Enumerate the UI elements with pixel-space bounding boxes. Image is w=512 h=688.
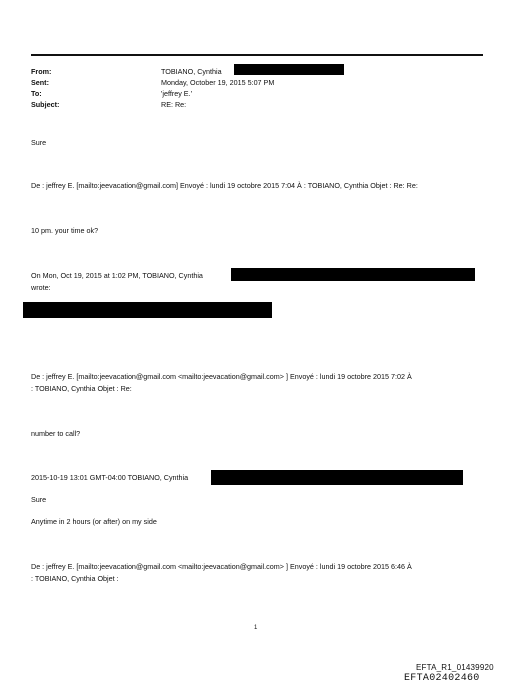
redaction-box	[23, 302, 272, 318]
quote2-line2: : TOBIANO, Cynthia Objet : Re:	[31, 384, 132, 393]
bates-number-2: EFTA02402460	[404, 673, 480, 684]
from-value: TOBIANO, Cynthia	[161, 67, 222, 76]
subject-label: Subject:	[31, 100, 60, 109]
quote3-line1: De : jeffrey E. [mailto:jeevacation@gmail.com <mailto:jeevacation@gmail.com> ] Envoyé : lundi 19 octobre 2015 6:46 À	[31, 562, 412, 571]
sent-value: Monday, October 19, 2015 5:07 PM	[161, 78, 275, 87]
body-line-10pm: 10 pm. your time ok?	[31, 226, 99, 235]
timestamp-line: 2015-10-19 13:01 GMT-04:00 TOBIANO, Cynthia	[31, 473, 189, 482]
from-label: From:	[31, 67, 52, 76]
on-mon-line1: On Mon, Oct 19, 2015 at 1:02 PM, TOBIANO, Cynthia	[31, 271, 203, 280]
subject-value: RE: Re:	[161, 100, 187, 109]
to-label: To:	[31, 89, 42, 98]
redaction-box	[211, 470, 463, 485]
quote1-header: De : jeffrey E. [mailto:jeevacation@gmail.com] Envoyé : lundi 19 octobre 2015 7:04 À : TOBIANO, Cynthia Objet : Re: Re:	[31, 181, 418, 190]
to-value: 'jeffrey E.'	[161, 89, 192, 98]
quote2-line1: De : jeffrey E. [mailto:jeevacation@gmail.com <mailto:jeevacation@gmail.com> ] Envoyé : lundi 19 octobre 2015 7:02 À	[31, 372, 412, 381]
body-line-number: number to call?	[31, 429, 81, 438]
bates-number-1: EFTA_R1_01439920	[416, 663, 494, 672]
page-number: 1	[254, 625, 258, 631]
sent-label: Sent:	[31, 78, 49, 87]
body-line-anytime: Anytime in 2 hours (or after) on my side	[31, 517, 157, 526]
on-mon-line2: wrote:	[31, 283, 51, 292]
redaction-box	[231, 268, 475, 281]
body-line-sure-2: Sure	[31, 495, 47, 504]
redaction-box	[234, 64, 344, 75]
body-line-sure: Sure	[31, 138, 47, 147]
quote3-line2: : TOBIANO, Cynthia Objet :	[31, 574, 119, 583]
header-rule	[31, 54, 483, 56]
